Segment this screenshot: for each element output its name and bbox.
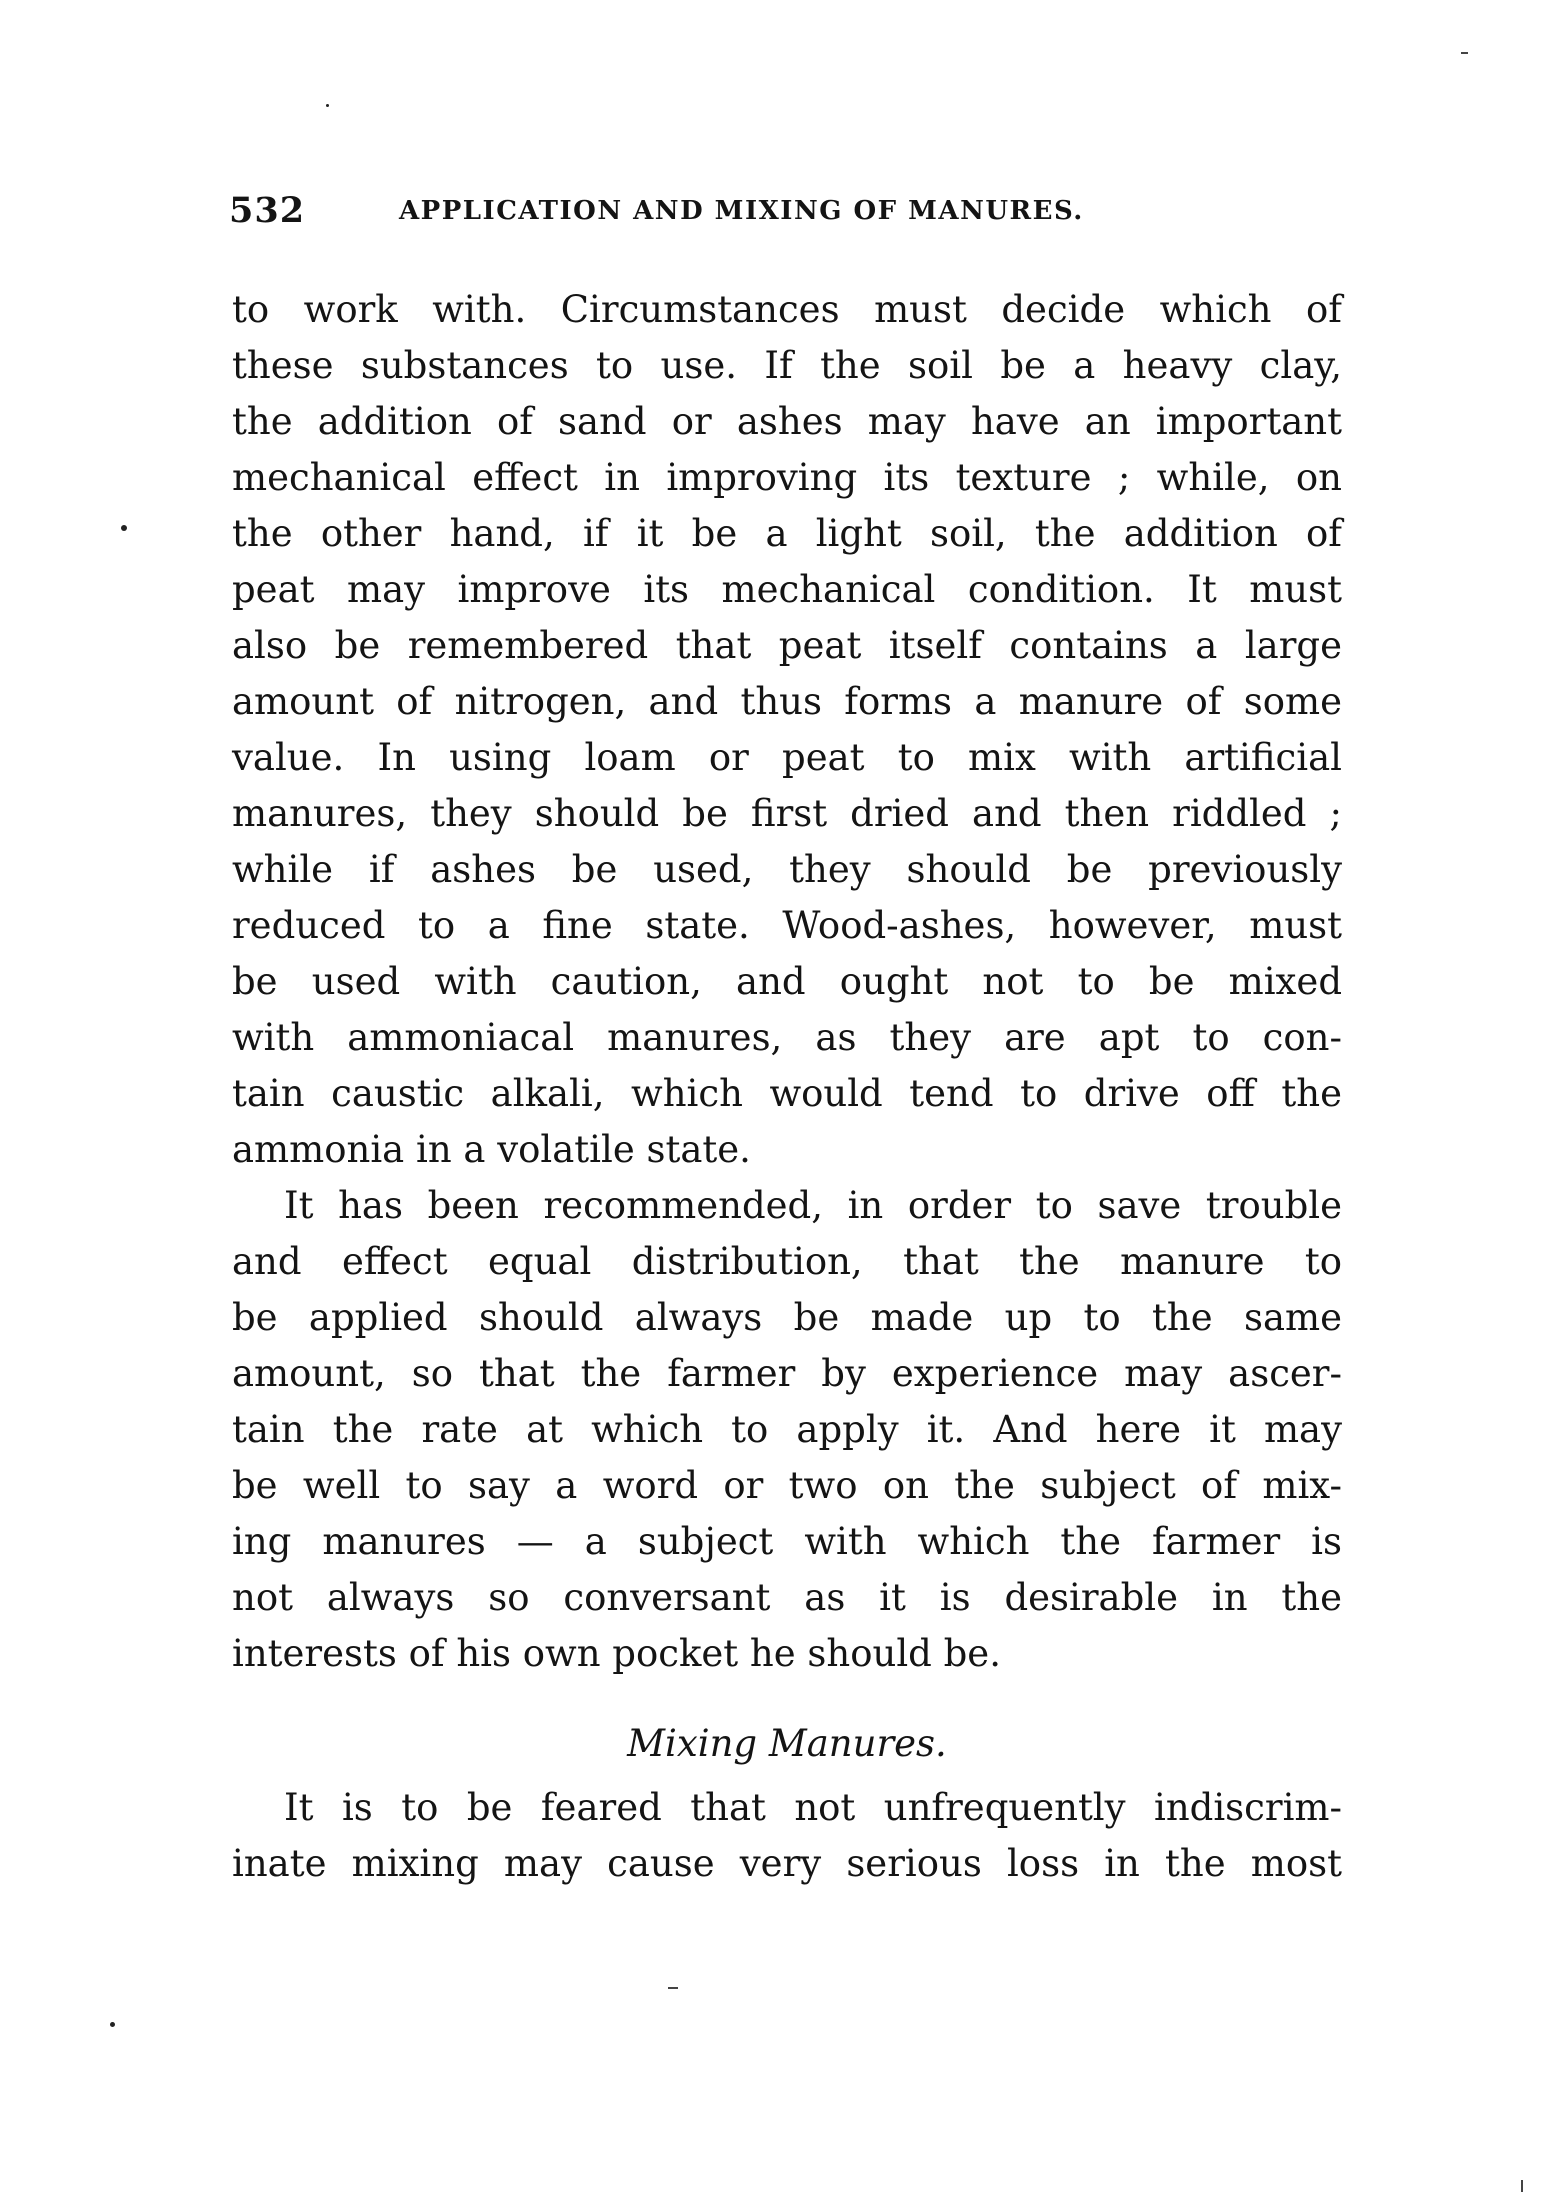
text-line: and effect equal distribution, that the manure to: [232, 1240, 1342, 1283]
text-line: tain the rate at which to apply it. And here it may: [232, 1408, 1342, 1451]
section-heading: Mixing Manures.: [627, 1722, 947, 1765]
text-line: ammonia in a volatile state.: [232, 1128, 751, 1171]
paragraph-1: [232, 282, 1342, 1178]
text-line: with ammoniacal manures, as they are apt to con-: [232, 1016, 1342, 1059]
scan-speck: [326, 104, 329, 107]
scan-speck: [110, 2022, 115, 2027]
text-line: It is to be feared that not unfrequently indiscrim-: [284, 1786, 1342, 1829]
text-line: not always so conversant as it is desirable in the: [232, 1576, 1342, 1619]
scan-mark: [1461, 52, 1468, 54]
running-head: APPLICATION AND MIXING OF MANURES.: [399, 196, 1084, 226]
scan-mark: [668, 1987, 678, 1989]
text-line: ing manures — a subject with which the farmer is: [232, 1520, 1342, 1563]
text-line: be applied should always be made up to the same: [232, 1296, 1342, 1339]
page-number: 532: [229, 190, 306, 231]
text-line: It has been recommended, in order to save trouble: [284, 1184, 1342, 1227]
text-line: manures, they should be first dried and then riddled ;: [232, 792, 1342, 835]
body-text: [232, 282, 1342, 1892]
text-line: interests of his own pocket he should be.: [232, 1632, 1001, 1675]
text-line: the addition of sand or ashes may have an important: [232, 400, 1342, 443]
text-line: tain caustic alkali, which would tend to drive off the: [232, 1072, 1342, 1115]
text-line: amount, so that the farmer by experience may ascer-: [232, 1352, 1342, 1395]
text-line: mechanical effect in improving its texture ; while, on: [232, 456, 1342, 499]
scan-mark: [1521, 2180, 1523, 2192]
text-line: these substances to use. If the soil be a heavy clay,: [232, 344, 1342, 387]
text-line: be well to say a word or two on the subject of mix-: [232, 1464, 1342, 1507]
page-header: [229, 190, 1349, 240]
text-line: the other hand, if it be a light soil, the addition of: [232, 512, 1342, 555]
paragraph-3: [232, 1780, 1342, 1892]
paragraph-2: [232, 1178, 1342, 1682]
scan-speck: [121, 525, 127, 531]
text-line: be used with caution, and ought not to be mixed: [232, 960, 1342, 1003]
text-line: while if ashes be used, they should be previously: [232, 848, 1342, 891]
text-line: to work with. Circumstances must decide which of: [232, 288, 1342, 331]
text-line: amount of nitrogen, and thus forms a manure of some: [232, 680, 1342, 723]
text-line: value. In using loam or peat to mix with artificial: [232, 736, 1342, 779]
text-line: reduced to a fine state. Wood-ashes, however, must: [232, 904, 1342, 947]
text-line: inate mixing may cause very serious loss in the most: [232, 1842, 1342, 1885]
text-line: peat may improve its mechanical condition. It must: [232, 568, 1342, 611]
text-line: also be remembered that peat itself contains a large: [232, 624, 1342, 667]
